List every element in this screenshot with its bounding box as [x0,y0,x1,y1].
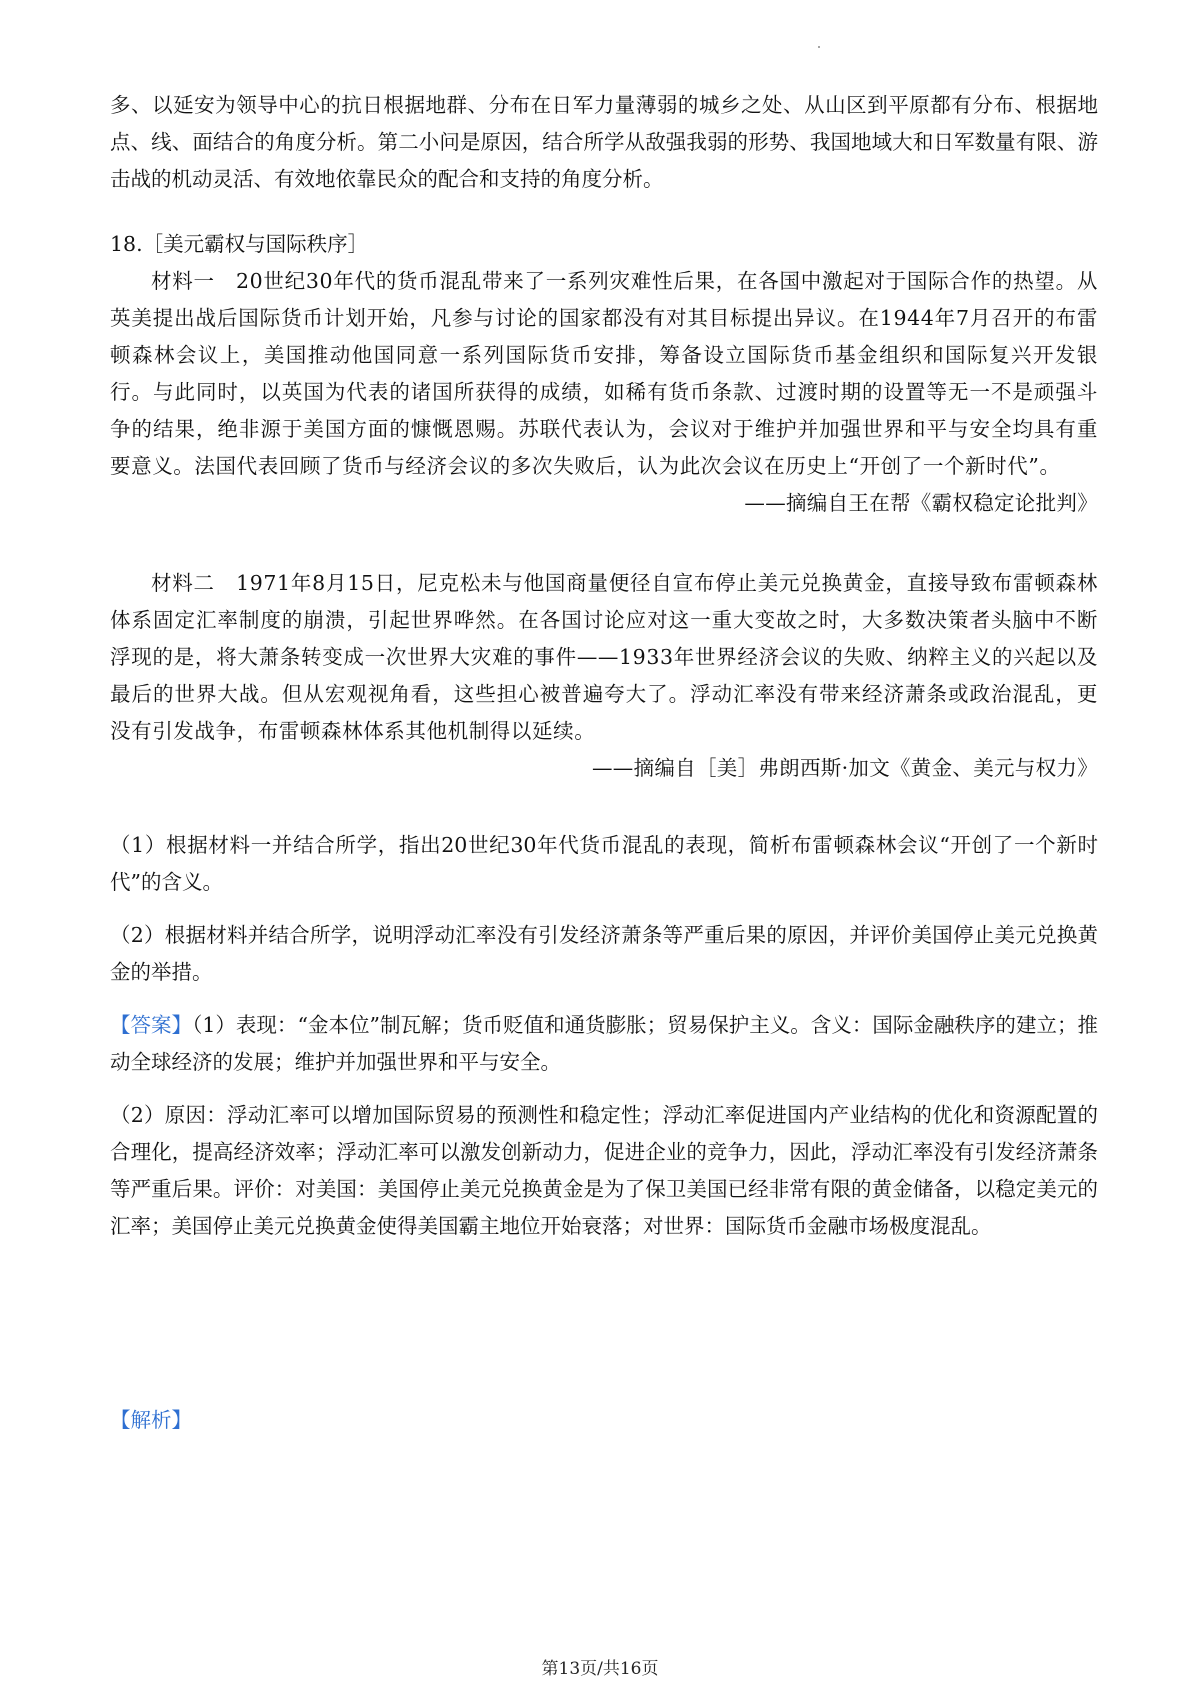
page-footer: 第13页/共16页 [541,1659,659,1679]
material-2-text: 材料二 1971年8月15日，尼克松未与他国商量便径自宣布停止美元兑换黄金，直接导致布雷顿森林体系固定汇率制度的崩溃，引起世界哗然。在各国讨论应对这一重大变故之时，大多数决策者头脑中不断浮现的是，将大萧条转变成一次世界大灾难的事件——1933年世界经济会议的失败、纳粹主义的兴起以及最后的世界大战。但从宏观视角看，这些担心被普遍夸大了。浮动汇率没有带来经济萧条或政治混乱，更没有引发战争，布雷顿森林体系其他机制得以延续。 [110,571,1098,743]
analysis-block [110,1402,1098,1439]
material-2-block [110,565,1098,787]
question-1: （1）根据材料一并结合所学，指出20世纪30年代货币混乱的表现，简析布雷顿森林会议“开创了一个新时代”的含义。 [110,833,1098,894]
question-heading: 18.［美元霸权与国际秩序］ [110,232,369,256]
material-1-block [110,263,1098,522]
analysis-label: 【解析】 [110,1408,192,1432]
answer-part-1 [110,1007,1098,1081]
question-heading-block [110,226,1098,263]
intro-block [110,87,1098,198]
material-2-source: ——摘编自［美］弗朗西斯·加文《黄金、美元与权力》 [591,756,1098,780]
scan-dot [818,46,820,48]
material-1-source: ——摘编自王在帮《霸权稳定论批判》 [744,491,1098,515]
answer-block [110,1007,1098,1245]
question-2-block [110,917,1098,991]
intro-paragraph: 多、以延安为领导中心的抗日根据地群、分布在日军力量薄弱的城乡之处、从山区到平原都有分布、根据地点、线、面结合的角度分析。第二小问是原因，结合所学从敌强我弱的形势、我国地域大和日军数量有限、游击战的机动灵活、有效地依靠民众的配合和支持的角度分析。 [110,93,1098,191]
question-2: （2）根据材料并结合所学，说明浮动汇率没有引发经济萧条等严重后果的原因，并评价美国停止美元兑换黄金的举措。 [110,923,1098,984]
answer-part-1-text: （1）表现：“金本位”制瓦解；货币贬值和通货膨胀；贸易保护主义。含义：国际金融秩序的建立；推动全球经济的发展；维护并加强世界和平与安全。 [110,1013,1098,1074]
answer-part-2: （2）原因：浮动汇率可以增加国际贸易的预测性和稳定性；浮动汇率促进国内产业结构的优化和资源配置的合理化，提高经济效率；浮动汇率可以激发创新动力，促进企业的竞争力，因此，浮动汇率没有引发经济萧条等严重后果。评价：对美国：美国停止美元兑换黄金是为了保卫美国已经非常有限的黄金储备，以稳定美元的汇率；美国停止美元兑换黄金使得美国霸主地位开始衰落；对世界：国际货币金融市场极度混乱。 [110,1103,1098,1238]
material-1-text: 材料一 20世纪30年代的货币混乱带来了一系列灾难性后果，在各国中激起对于国际合作的热望。从英美提出战后国际货币计划开始，凡参与讨论的国家都没有对其目标提出异议。在1944年7月召开的布雷顿森林会议上，美国推动他国同意一系列国际货币安排，筹备设立国际货币基金组织和国际复兴开发银行。与此同时，以英国为代表的诸国所获得的成绩，如稀有货币条款、过渡时期的设置等无一不是顽强斗争的结果，绝非源于美国方面的慷慨恩赐。苏联代表认为，会议对于维护并加强世界和平与安全均具有重要意义。法国代表回顾了货币与经济会议的多次失败后，认为此次会议在历史上“开创了一个新时代”。 [110,269,1098,478]
answer-label: 【答案】 [110,1013,193,1037]
question-1-block [110,827,1098,901]
